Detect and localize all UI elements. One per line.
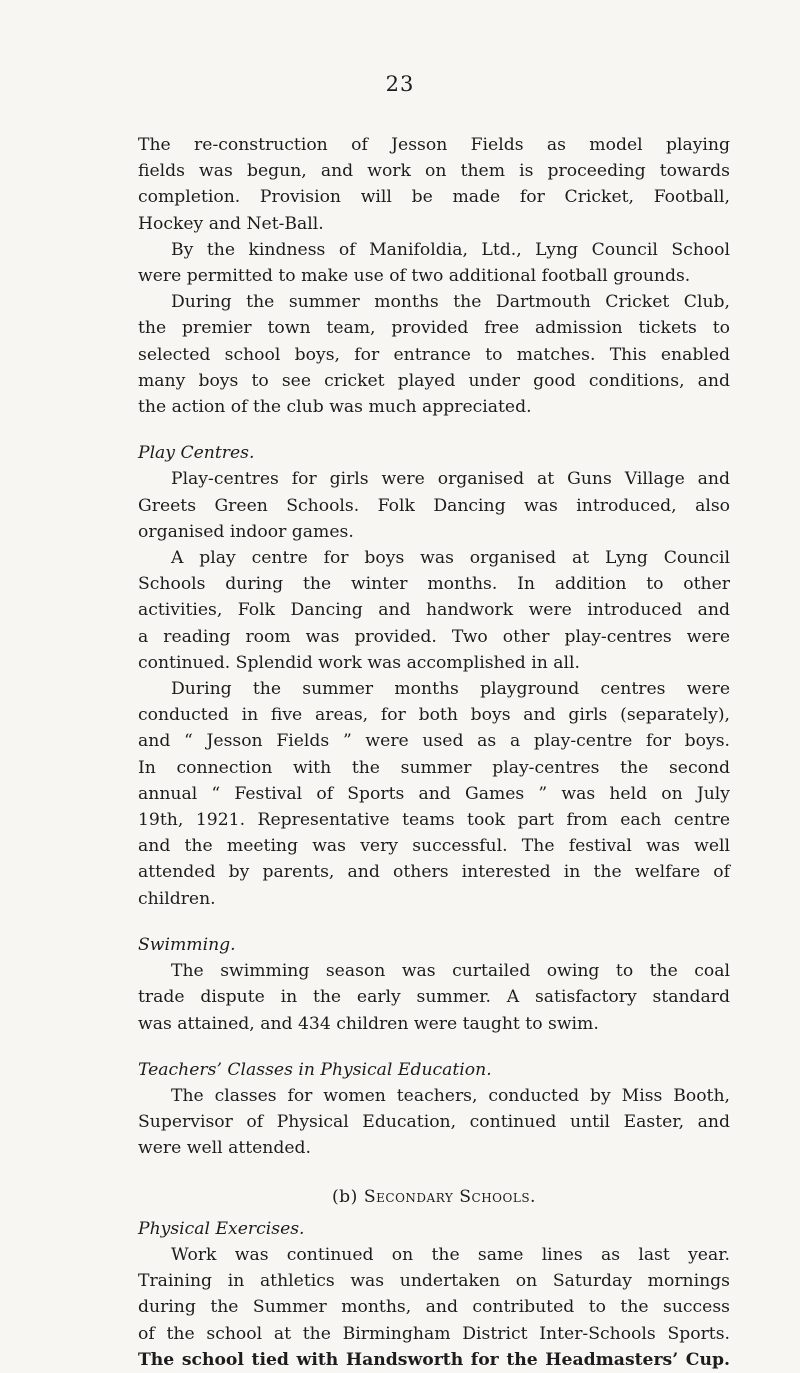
text-line: many boys to see cricket played under good conditions, and (138, 370, 730, 391)
text-line: organised indoor games. (138, 521, 354, 542)
text-line: Play-centres for girls were organised at Guns Village and (171, 469, 730, 490)
text-line: a reading room was provided. Two other play-centres were (138, 626, 730, 647)
section-title: Secondary Schools. (363, 1186, 537, 1207)
text-line: Greets Green Schools. Folk Dancing was introduced, also (138, 495, 730, 516)
text-line: During the summer months playground centres were (171, 679, 730, 700)
text-line: The swimming season was curtailed owing to the coal (171, 961, 730, 982)
paragraph-swimming (138, 958, 730, 1037)
text-line: of the school at the Birmingham District Inter-Schools Sports. (138, 1323, 730, 1344)
text-line: Schools during the winter months. In addition to other (138, 574, 730, 595)
text-line: In connection with the summer play-centres the second (138, 757, 730, 778)
text-line: activities, Folk Dancing and handwork were introduced and (138, 600, 730, 621)
text-line: and the meeting was very successful. The festival was well (138, 836, 730, 857)
text-line: The re-construction of Jesson Fields as model playing (138, 135, 730, 155)
text-line: 19th, 1921. Representative teams took part from each centre (138, 810, 730, 831)
text-line: conducted in five areas, for both boys and girls (separately), (138, 705, 730, 726)
text-line: the action of the club was much appreciated. (138, 397, 532, 418)
paragraph-manifoldia (138, 237, 730, 289)
text-line: Hockey and Net-Ball. (138, 213, 324, 234)
text-line: continued. Splendid work was accomplished in all. (138, 652, 580, 673)
text-line: were well attended. (138, 1138, 312, 1159)
paragraph-play-centres-boys (138, 545, 730, 676)
section-prefix: (b) (331, 1186, 358, 1207)
text-line: and “ Jesson Fields ” were used as a play-centre for boys. (138, 731, 730, 752)
text-line: annual “ Festival of Sports and Games ” was held on July (138, 783, 730, 804)
text-line: completion. Provision will be made for Cricket, Football, (138, 187, 730, 208)
text-line: was attained, and 434 children were taught to swim. (138, 1013, 599, 1034)
text-line: By the kindness of Manifoldia, Ltd., Lyng Council School (171, 239, 730, 260)
text-line: selected school boys, for entrance to matches. This enabled (138, 344, 730, 365)
text-line: attended by parents, and others interested in the welfare of (138, 862, 730, 883)
text-line: during the Summer months, and contributed to the success (138, 1297, 730, 1318)
page-body (138, 132, 730, 1373)
section-heading-teachers-classes: Teachers’ Classes in Physical Education. (138, 1059, 492, 1080)
paragraph-cricket-club (138, 289, 730, 420)
text-line: the premier town team, provided free admission tickets to (138, 318, 730, 339)
paragraph-physical-exercises (138, 1242, 730, 1373)
section-heading-swimming: Swimming. (138, 934, 236, 955)
paragraph-play-centres-girls (138, 466, 730, 545)
section-heading-secondary-schools (138, 1184, 730, 1210)
subheading-physical-exercises: Physical Exercises. (138, 1218, 305, 1239)
text-line: Supervisor of Physical Education, continued until Easter, and (138, 1112, 730, 1133)
text-line: Work was continued on the same lines as last year. (171, 1244, 730, 1265)
text-line: The classes for women teachers, conducted by Miss Booth, (171, 1085, 730, 1106)
text-line: were permitted to make use of two additional football grounds. (138, 266, 691, 287)
paragraph-jesson-fields (138, 132, 730, 237)
text-line: During the summer months the Dartmouth Cricket Club, (171, 292, 730, 313)
section-heading-play-centres: Play Centres. (138, 443, 255, 464)
page-number: 23 (385, 72, 415, 96)
paragraph-summer-centres (138, 676, 730, 912)
text-line: children. (138, 888, 216, 909)
text-line: The school tied with Handsworth for the Headmasters’ Cup. (138, 1349, 730, 1370)
text-line: A play centre for boys was organised at Lyng Council (171, 548, 730, 569)
text-line: fields was begun, and work on them is proceeding towards (138, 161, 730, 182)
text-line: trade dispute in the early summer. A satisfactory standard (138, 987, 730, 1008)
paragraph-teachers-classes (138, 1083, 730, 1162)
text-line: Training in athletics was undertaken on Saturday mornings (138, 1271, 730, 1292)
